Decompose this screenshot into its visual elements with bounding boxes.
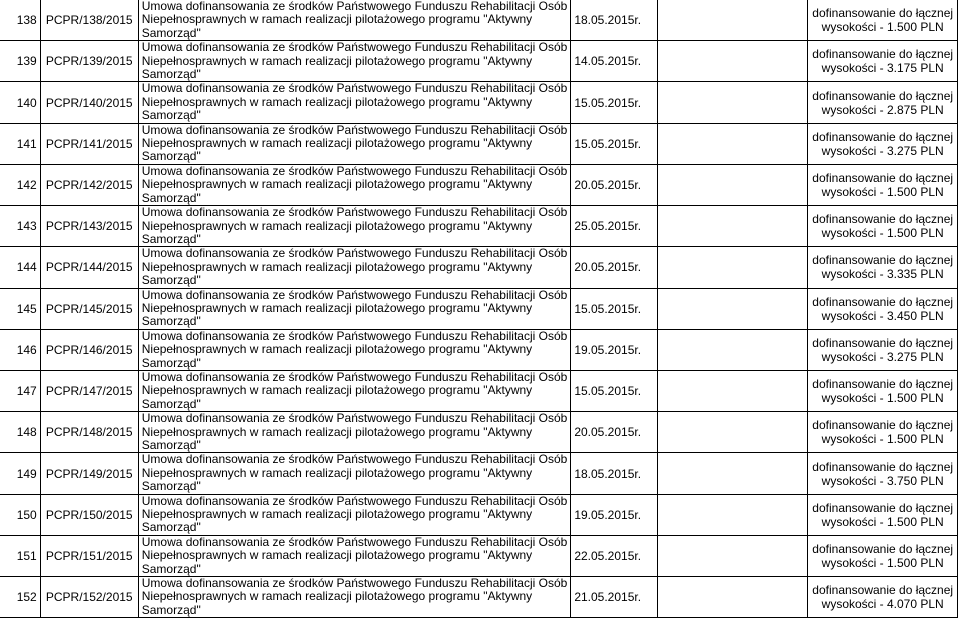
amount-prefix: dofinansowanie do łącznej — [812, 335, 954, 350]
contract-date: 22.05.2015r. — [571, 535, 658, 576]
contract-reference: PCPR/143/2015 — [40, 206, 138, 247]
table-row — [0, 453, 958, 494]
description-line: Samorząd" — [141, 355, 201, 370]
amount-prefix: dofinansowanie do łącznej — [812, 170, 954, 185]
empty-cell — [658, 412, 808, 453]
funding-amount — [808, 82, 958, 123]
contract-reference: PCPR/149/2015 — [40, 453, 138, 494]
contract-date: 18.05.2015r. — [571, 453, 658, 494]
contract-description — [138, 535, 571, 576]
contract-date: 15.05.2015r. — [571, 370, 658, 411]
description-line: Umowa dofinansowania ze środków Państwowego Funduszu Rehabilitacji Osób — [141, 535, 568, 549]
contract-date: 15.05.2015r. — [571, 123, 658, 164]
table-row — [0, 494, 958, 535]
table-row — [0, 288, 958, 329]
row-number: 150 — [0, 494, 40, 535]
description-line: Niepełnosprawnych w ramach realizacji pilotażowego programu "Aktywny — [141, 177, 533, 192]
contract-description — [138, 123, 571, 164]
contract-reference: PCPR/150/2015 — [40, 494, 138, 535]
empty-cell — [658, 0, 808, 41]
contract-description — [138, 41, 571, 82]
description-line: Umowa dofinansowania ze środków Państwowego Funduszu Rehabilitacji Osób — [141, 576, 568, 591]
row-number: 144 — [0, 247, 40, 288]
contract-reference: PCPR/142/2015 — [40, 164, 138, 205]
row-number: 152 — [0, 577, 40, 618]
contract-description — [138, 329, 571, 370]
contract-reference: PCPR/140/2015 — [40, 82, 138, 123]
amount-prefix: dofinansowanie do łącznej — [812, 88, 954, 103]
contract-date: 18.05.2015r. — [571, 0, 658, 41]
amount-value: wysokości - 3.275 PLN — [821, 349, 944, 364]
amount-prefix: dofinansowanie do łącznej — [812, 418, 954, 433]
description-line: Samorząd" — [141, 25, 201, 40]
contract-description — [138, 82, 571, 123]
description-line: Niepełnosprawnych w ramach realizacji pilotażowego programu "Aktywny — [141, 12, 533, 27]
contract-date: 19.05.2015r. — [571, 329, 658, 370]
description-line: Umowa dofinansowania ze środków Państwowego Funduszu Rehabilitacji Osób — [141, 370, 568, 384]
contract-description — [138, 288, 571, 329]
amount-value: wysokości - 3.175 PLN — [821, 61, 944, 76]
amount-prefix: dofinansowanie do łącznej — [812, 583, 954, 598]
contract-reference: PCPR/139/2015 — [40, 41, 138, 82]
table-row — [0, 535, 958, 576]
contract-description — [138, 0, 571, 41]
description-line: Niepełnosprawnych w ramach realizacji pilotażowego programu "Aktywny — [141, 94, 533, 109]
empty-cell — [658, 164, 808, 205]
description-line: Niepełnosprawnych w ramach realizacji pilotażowego programu "Aktywny — [141, 259, 533, 274]
contract-reference: PCPR/144/2015 — [40, 247, 138, 288]
funding-amount — [808, 577, 958, 618]
contract-date: 20.05.2015r. — [571, 412, 658, 453]
description-line: Umowa dofinansowania ze środków Państwowego Funduszu Rehabilitacji Osób — [141, 494, 568, 508]
funding-amount — [808, 123, 958, 164]
contract-reference: PCPR/151/2015 — [40, 535, 138, 576]
description-line: Samorząd" — [141, 396, 201, 411]
amount-value: wysokości - 1.500 PLN — [821, 391, 944, 406]
funding-amount — [808, 494, 958, 535]
description-line: Samorząd" — [141, 314, 201, 329]
description-line: Samorząd" — [141, 438, 201, 452]
table-row — [0, 0, 958, 41]
table-row — [0, 247, 958, 288]
amount-prefix: dofinansowanie do łącznej — [812, 129, 954, 144]
description-line: Samorząd" — [141, 561, 201, 576]
row-number: 147 — [0, 370, 40, 411]
funding-amount — [808, 453, 958, 494]
funding-amount — [808, 370, 958, 411]
contract-reference: PCPR/148/2015 — [40, 412, 138, 453]
empty-cell — [658, 206, 808, 247]
description-line: Samorząd" — [141, 108, 201, 123]
description-line: Umowa dofinansowania ze środków Państwowego Funduszu Rehabilitacji Osób — [141, 123, 568, 137]
amount-prefix: dofinansowanie do łącznej — [812, 212, 954, 227]
amount-value: wysokości - 3.275 PLN — [821, 143, 944, 158]
empty-cell — [658, 535, 808, 576]
empty-cell — [658, 288, 808, 329]
row-number: 139 — [0, 41, 40, 82]
description-line: Umowa dofinansowania ze środków Państwowego Funduszu Rehabilitacji Osób — [141, 0, 568, 13]
row-number: 142 — [0, 164, 40, 205]
contract-reference: PCPR/147/2015 — [40, 370, 138, 411]
row-number: 146 — [0, 329, 40, 370]
description-line: Niepełnosprawnych w ramach realizacji pilotażowego programu "Aktywny — [141, 465, 533, 480]
amount-value: wysokości - 2.875 PLN — [821, 102, 944, 117]
contract-date: 15.05.2015r. — [571, 288, 658, 329]
funding-amount — [808, 412, 958, 453]
description-line: Niepełnosprawnych w ramach realizacji pilotażowego programu "Aktywny — [141, 507, 533, 522]
contract-description — [138, 577, 571, 618]
contract-date: 15.05.2015r. — [571, 82, 658, 123]
amount-value: wysokości - 4.070 PLN — [821, 597, 944, 612]
table-row — [0, 164, 958, 205]
row-number: 141 — [0, 123, 40, 164]
contract-reference: PCPR/145/2015 — [40, 288, 138, 329]
table-row — [0, 206, 958, 247]
description-line: Samorząd" — [141, 479, 201, 494]
description-line: Umowa dofinansowania ze środków Państwowego Funduszu Rehabilitacji Osób — [141, 164, 568, 178]
funding-amount — [808, 41, 958, 82]
contract-reference: PCPR/146/2015 — [40, 329, 138, 370]
description-line: Umowa dofinansowania ze środków Państwowego Funduszu Rehabilitacji Osób — [141, 81, 568, 96]
funding-amount — [808, 206, 958, 247]
amount-prefix: dofinansowanie do łącznej — [812, 500, 954, 515]
contract-date: 25.05.2015r. — [571, 206, 658, 247]
contract-reference: PCPR/152/2015 — [40, 577, 138, 618]
description-line: Umowa dofinansowania ze środków Państwowego Funduszu Rehabilitacji Osób — [141, 205, 568, 220]
description-line: Niepełnosprawnych w ramach realizacji pilotażowego programu "Aktywny — [141, 300, 533, 315]
empty-cell — [658, 247, 808, 288]
contract-description — [138, 494, 571, 535]
funding-amount — [808, 164, 958, 205]
empty-cell — [658, 82, 808, 123]
table-row — [0, 370, 958, 411]
empty-cell — [658, 577, 808, 618]
funding-amount — [808, 247, 958, 288]
contract-description — [138, 370, 571, 411]
amount-value: wysokości - 3.450 PLN — [821, 308, 944, 323]
description-line: Samorząd" — [141, 190, 201, 205]
contract-description — [138, 412, 571, 453]
amount-value: wysokości - 1.500 PLN — [821, 514, 944, 529]
empty-cell — [658, 494, 808, 535]
contract-date: 20.05.2015r. — [571, 164, 658, 205]
funding-amount — [808, 535, 958, 576]
table-row — [0, 329, 958, 370]
description-line: Niepełnosprawnych w ramach realizacji pilotażowego programu "Aktywny — [141, 218, 533, 233]
empty-cell — [658, 370, 808, 411]
description-line: Samorząd" — [141, 67, 201, 82]
row-number: 151 — [0, 535, 40, 576]
empty-cell — [658, 123, 808, 164]
description-line: Umowa dofinansowania ze środków Państwowego Funduszu Rehabilitacji Osób — [141, 246, 568, 261]
row-number: 140 — [0, 82, 40, 123]
contract-reference: PCPR/138/2015 — [40, 0, 138, 41]
funding-amount — [808, 329, 958, 370]
amount-value: wysokości - 1.500 PLN — [821, 226, 944, 241]
description-line: Umowa dofinansowania ze środków Państwowego Funduszu Rehabilitacji Osób — [141, 452, 568, 467]
contract-date: 14.05.2015r. — [571, 41, 658, 82]
description-line: Niepełnosprawnych w ramach realizacji pilotażowego programu "Aktywny — [141, 589, 533, 604]
amount-value: wysokości - 1.500 PLN — [821, 555, 944, 570]
contract-description — [138, 206, 571, 247]
empty-cell — [658, 329, 808, 370]
description-line: Umowa dofinansowania ze środków Państwowego Funduszu Rehabilitacji Osób — [141, 329, 568, 343]
description-line: Niepełnosprawnych w ramach realizacji pilotażowego programu "Aktywny — [141, 548, 533, 563]
empty-cell — [658, 41, 808, 82]
table-row — [0, 82, 958, 123]
amount-value: wysokości - 1.500 PLN — [821, 432, 944, 447]
table-row — [0, 412, 958, 453]
description-line: Samorząd" — [141, 273, 201, 288]
row-number: 145 — [0, 288, 40, 329]
funding-amount — [808, 0, 958, 41]
contract-reference: PCPR/141/2015 — [40, 123, 138, 164]
contract-date: 19.05.2015r. — [571, 494, 658, 535]
description-line: Umowa dofinansowania ze środków Państwowego Funduszu Rehabilitacji Osób — [141, 40, 568, 55]
description-line: Samorząd" — [141, 520, 201, 535]
amount-prefix: dofinansowanie do łącznej — [812, 47, 954, 62]
description-line: Umowa dofinansowania ze środków Państwowego Funduszu Rehabilitacji Osób — [141, 288, 568, 302]
amount-prefix: dofinansowanie do łącznej — [812, 541, 954, 556]
empty-cell — [658, 453, 808, 494]
table-row — [0, 577, 958, 618]
description-line: Umowa dofinansowania ze środków Państwowego Funduszu Rehabilitacji Osób — [141, 411, 568, 426]
description-line: Samorząd" — [141, 149, 201, 164]
amount-prefix: dofinansowanie do łącznej — [812, 459, 954, 474]
amount-prefix: dofinansowanie do łącznej — [812, 294, 954, 309]
amount-value: wysokości - 1.500 PLN — [821, 184, 944, 199]
contract-date: 20.05.2015r. — [571, 247, 658, 288]
contract-description — [138, 247, 571, 288]
contract-description — [138, 453, 571, 494]
amount-value: wysokości - 3.750 PLN — [821, 473, 944, 488]
contract-description — [138, 164, 571, 205]
funding-amount — [808, 288, 958, 329]
amount-value: wysokości - 1.500 PLN — [821, 20, 944, 35]
description-line: Samorząd" — [141, 602, 201, 617]
description-line: Samorząd" — [141, 231, 201, 246]
description-line: Niepełnosprawnych w ramach realizacji pilotażowego programu "Aktywny — [141, 136, 533, 151]
row-number: 148 — [0, 412, 40, 453]
description-line: Niepełnosprawnych w ramach realizacji pilotażowego programu "Aktywny — [141, 342, 533, 357]
contract-date: 21.05.2015r. — [571, 577, 658, 618]
table-row — [0, 123, 958, 164]
amount-prefix: dofinansowanie do łącznej — [812, 253, 954, 268]
row-number: 143 — [0, 206, 40, 247]
description-line: Niepełnosprawnych w ramach realizacji pilotażowego programu "Aktywny — [141, 383, 533, 398]
description-line: Niepełnosprawnych w ramach realizacji pilotażowego programu "Aktywny — [141, 424, 533, 439]
amount-value: wysokości - 3.335 PLN — [821, 267, 944, 282]
amount-prefix: dofinansowanie do łącznej — [812, 6, 954, 21]
description-line: Niepełnosprawnych w ramach realizacji pilotażowego programu "Aktywny — [141, 53, 533, 68]
row-number: 149 — [0, 453, 40, 494]
table-row — [0, 41, 958, 82]
amount-prefix: dofinansowanie do łącznej — [812, 377, 954, 392]
row-number: 138 — [0, 0, 40, 41]
